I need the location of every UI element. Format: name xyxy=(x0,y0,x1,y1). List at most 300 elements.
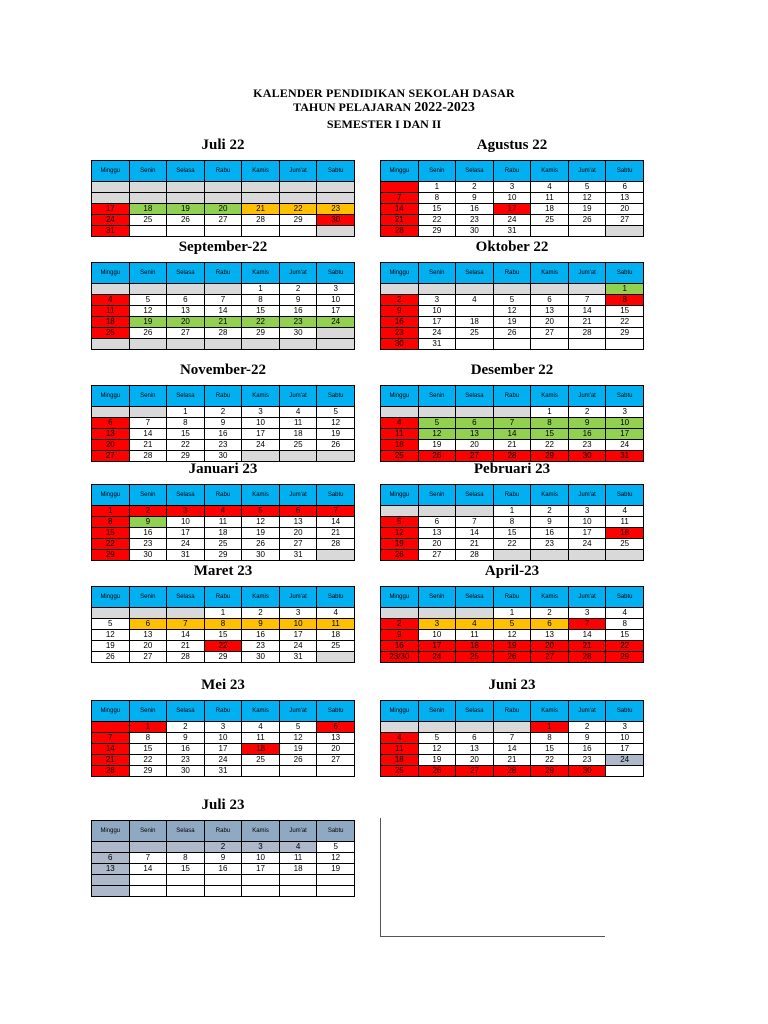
day-cell: 11 xyxy=(242,733,280,744)
day-cell: 31 xyxy=(204,766,242,777)
weekday-header: Rabu xyxy=(493,587,531,608)
day-cell: 2 xyxy=(129,506,167,517)
day-cell: 14 xyxy=(568,630,606,641)
day-cell: 12 xyxy=(317,418,355,429)
day-cell: 25 xyxy=(242,755,280,766)
day-cell xyxy=(279,766,317,777)
day-cell: 17 xyxy=(568,528,606,539)
day-cell: 2 xyxy=(568,722,606,733)
day-cell: 22 xyxy=(606,317,644,328)
day-cell xyxy=(456,407,494,418)
day-cell xyxy=(242,875,280,886)
day-cell xyxy=(456,339,494,350)
day-cell: 14 xyxy=(568,306,606,317)
day-cell: 17 xyxy=(418,641,456,652)
day-cell: 6 xyxy=(531,619,569,630)
day-cell: 17 xyxy=(493,204,531,215)
day-cell: 29 xyxy=(167,451,205,462)
day-cell: 10 xyxy=(242,418,280,429)
day-cell xyxy=(204,284,242,295)
day-cell: 25 xyxy=(456,328,494,339)
week-row xyxy=(92,744,355,755)
day-cell: 4 xyxy=(531,182,569,193)
day-cell: 18 xyxy=(279,429,317,440)
day-cell: 22 xyxy=(279,204,317,215)
day-cell: 28 xyxy=(381,226,419,237)
day-cell: 8 xyxy=(242,295,280,306)
day-cell xyxy=(242,451,280,462)
weekday-header: Selasa xyxy=(456,386,494,407)
day-cell: 6 xyxy=(317,722,355,733)
day-cell: 24 xyxy=(606,440,644,451)
day-cell: 29 xyxy=(606,328,644,339)
day-cell: 9 xyxy=(568,418,606,429)
day-cell: 24 xyxy=(493,215,531,226)
day-cell xyxy=(606,550,644,561)
week-row xyxy=(381,226,644,237)
week-row xyxy=(92,842,355,853)
month-grid xyxy=(380,160,644,237)
week-row xyxy=(92,550,355,561)
day-cell: 30 xyxy=(317,215,355,226)
weekday-header: Rabu xyxy=(493,263,531,284)
day-cell xyxy=(381,722,419,733)
day-cell xyxy=(317,451,355,462)
day-cell: 15 xyxy=(167,429,205,440)
day-cell: 2 xyxy=(456,182,494,193)
weekday-header: Kamis xyxy=(242,161,280,182)
day-cell: 23 xyxy=(568,755,606,766)
week-row xyxy=(381,722,644,733)
day-cell: 31 xyxy=(418,339,456,350)
week-row xyxy=(92,608,355,619)
day-cell: 23 xyxy=(568,440,606,451)
day-cell: 21 xyxy=(129,440,167,451)
day-cell: 14 xyxy=(456,528,494,539)
day-cell: 25 xyxy=(279,440,317,451)
day-cell: 24 xyxy=(242,440,280,451)
day-cell xyxy=(279,451,317,462)
weekday-header-row xyxy=(381,701,644,722)
day-cell xyxy=(204,339,242,350)
day-cell: 4 xyxy=(381,733,419,744)
weekday-header: Rabu xyxy=(204,701,242,722)
month-title: April-23 xyxy=(484,563,540,579)
weekday-header-row xyxy=(92,161,355,182)
month-grid xyxy=(91,700,355,777)
day-cell: 23 xyxy=(381,328,419,339)
weekday-header: Rabu xyxy=(204,587,242,608)
weekday-header: Kamis xyxy=(531,161,569,182)
week-row xyxy=(92,886,355,897)
day-cell xyxy=(317,226,355,237)
day-cell: 14 xyxy=(204,306,242,317)
day-cell: 25 xyxy=(129,215,167,226)
day-cell: 1 xyxy=(493,608,531,619)
day-cell: 24 xyxy=(317,317,355,328)
day-cell: 31 xyxy=(167,550,205,561)
weekday-header: Jum'at xyxy=(568,701,606,722)
weekday-header-row xyxy=(92,701,355,722)
weekday-header: Minggu xyxy=(92,485,130,506)
month-grid xyxy=(91,586,355,663)
day-cell xyxy=(381,284,419,295)
day-cell xyxy=(242,339,280,350)
week-row xyxy=(381,317,644,328)
day-cell: 19 xyxy=(568,204,606,215)
month-title: September-22 xyxy=(178,239,268,255)
day-cell: 28 xyxy=(204,328,242,339)
day-cell: 13 xyxy=(531,630,569,641)
day-cell xyxy=(242,226,280,237)
day-cell xyxy=(531,339,569,350)
month-title: Agustus 22 xyxy=(476,137,548,153)
month-grid xyxy=(91,484,355,561)
day-cell: 3 xyxy=(493,182,531,193)
day-cell: 7 xyxy=(167,619,205,630)
day-cell: 28 xyxy=(167,652,205,663)
weekday-header: Senin xyxy=(129,701,167,722)
weekday-header: Senin xyxy=(129,386,167,407)
weekday-header: Selasa xyxy=(167,161,205,182)
day-cell xyxy=(493,339,531,350)
week-row xyxy=(92,193,355,204)
day-cell: 14 xyxy=(167,630,205,641)
weekday-header: Kamis xyxy=(531,386,569,407)
day-cell: 15 xyxy=(92,528,130,539)
day-cell: 27 xyxy=(606,215,644,226)
day-cell: 15 xyxy=(418,204,456,215)
day-cell: 3 xyxy=(242,407,280,418)
day-cell: 10 xyxy=(568,517,606,528)
day-cell: 16 xyxy=(242,630,280,641)
day-cell xyxy=(493,284,531,295)
day-cell xyxy=(568,550,606,561)
day-cell: 12 xyxy=(568,193,606,204)
day-cell xyxy=(456,506,494,517)
day-cell: 1 xyxy=(242,284,280,295)
day-cell: 1 xyxy=(531,722,569,733)
day-cell: 21 xyxy=(456,539,494,550)
week-row xyxy=(92,755,355,766)
day-cell: 25 xyxy=(381,451,419,462)
day-cell: 11 xyxy=(204,517,242,528)
day-cell xyxy=(606,339,644,350)
day-cell: 9 xyxy=(204,853,242,864)
day-cell xyxy=(381,407,419,418)
day-cell: 12 xyxy=(493,306,531,317)
weekday-header: Sabtu xyxy=(317,263,355,284)
day-cell: 21 xyxy=(242,204,280,215)
notes-box xyxy=(380,818,605,937)
day-cell: 28 xyxy=(493,451,531,462)
day-cell xyxy=(279,193,317,204)
day-cell: 7 xyxy=(92,733,130,744)
day-cell: 22 xyxy=(242,317,280,328)
day-cell xyxy=(129,886,167,897)
day-cell: 9 xyxy=(381,630,419,641)
month-title: Juli 23 xyxy=(201,797,245,813)
day-cell xyxy=(418,722,456,733)
day-cell: 6 xyxy=(92,853,130,864)
weekday-header: Jum'at xyxy=(279,386,317,407)
day-cell: 23 xyxy=(456,215,494,226)
weekday-header: Kamis xyxy=(531,701,569,722)
day-cell xyxy=(92,284,130,295)
day-cell: 20 xyxy=(129,641,167,652)
day-cell: 20 xyxy=(456,755,494,766)
week-row xyxy=(92,284,355,295)
day-cell: 7 xyxy=(381,193,419,204)
day-cell: 16 xyxy=(279,306,317,317)
day-cell: 1 xyxy=(92,506,130,517)
day-cell xyxy=(279,875,317,886)
day-cell: 12 xyxy=(317,853,355,864)
weekday-header: Selasa xyxy=(456,587,494,608)
day-cell: 18 xyxy=(204,528,242,539)
month-grid xyxy=(380,484,644,561)
day-cell: 5 xyxy=(242,506,280,517)
day-cell: 10 xyxy=(606,418,644,429)
day-cell xyxy=(242,886,280,897)
weekday-header: Minggu xyxy=(381,386,419,407)
day-cell: 3 xyxy=(242,842,280,853)
day-cell: 29 xyxy=(204,550,242,561)
weekday-header: Jum'at xyxy=(279,485,317,506)
day-cell: 9 xyxy=(381,306,419,317)
day-cell xyxy=(279,182,317,193)
weekday-header: Jum'at xyxy=(279,701,317,722)
day-cell: 31 xyxy=(606,451,644,462)
day-cell: 11 xyxy=(381,429,419,440)
weekday-header: Rabu xyxy=(204,386,242,407)
month-title: Maret 23 xyxy=(193,563,253,579)
week-row xyxy=(92,226,355,237)
day-cell: 29 xyxy=(204,652,242,663)
day-cell: 19 xyxy=(129,317,167,328)
week-row xyxy=(381,215,644,226)
day-cell: 4 xyxy=(456,619,494,630)
weekday-header: Selasa xyxy=(167,386,205,407)
day-cell: 4 xyxy=(317,608,355,619)
day-cell: 15 xyxy=(167,864,205,875)
day-cell: 25 xyxy=(606,539,644,550)
day-cell: 24 xyxy=(279,641,317,652)
day-cell: 26 xyxy=(129,328,167,339)
day-cell: 9 xyxy=(129,517,167,528)
day-cell: 20 xyxy=(606,204,644,215)
day-cell: 2 xyxy=(531,608,569,619)
day-cell xyxy=(242,766,280,777)
week-row xyxy=(92,306,355,317)
week-row xyxy=(381,517,644,528)
day-cell: 17 xyxy=(204,744,242,755)
day-cell xyxy=(568,284,606,295)
day-cell: 5 xyxy=(568,182,606,193)
day-cell: 7 xyxy=(568,295,606,306)
week-row xyxy=(381,641,644,652)
day-cell: 3 xyxy=(317,284,355,295)
day-cell: 28 xyxy=(493,766,531,777)
day-cell: 25 xyxy=(381,766,419,777)
day-cell: 15 xyxy=(204,630,242,641)
day-cell: 27 xyxy=(531,328,569,339)
day-cell xyxy=(317,886,355,897)
day-cell: 29 xyxy=(531,766,569,777)
weekday-header: Senin xyxy=(129,263,167,284)
day-cell xyxy=(317,875,355,886)
day-cell: 13 xyxy=(418,528,456,539)
day-cell: 18 xyxy=(531,204,569,215)
weekday-header-row xyxy=(92,485,355,506)
weekday-header: Jum'at xyxy=(279,587,317,608)
day-cell: 11 xyxy=(92,306,130,317)
weekday-header-row xyxy=(381,386,644,407)
day-cell: 6 xyxy=(129,619,167,630)
week-row xyxy=(92,328,355,339)
day-cell: 22 xyxy=(606,641,644,652)
day-cell: 27 xyxy=(317,755,355,766)
day-cell: 2 xyxy=(242,608,280,619)
month-title: Pebruari 23 xyxy=(473,461,551,477)
day-cell xyxy=(493,407,531,418)
day-cell: 12 xyxy=(418,429,456,440)
day-cell: 8 xyxy=(606,619,644,630)
day-cell: 6 xyxy=(418,517,456,528)
month-grid xyxy=(91,385,355,462)
day-cell: 2 xyxy=(279,284,317,295)
day-cell xyxy=(279,226,317,237)
day-cell xyxy=(129,339,167,350)
week-row xyxy=(92,875,355,886)
weekday-header: Sabtu xyxy=(317,701,355,722)
day-cell xyxy=(317,328,355,339)
weekday-header: Minggu xyxy=(381,485,419,506)
day-cell: 6 xyxy=(531,295,569,306)
week-row xyxy=(381,506,644,517)
day-cell: 24 xyxy=(568,539,606,550)
day-cell xyxy=(129,284,167,295)
weekday-header: Minggu xyxy=(92,386,130,407)
day-cell: 24 xyxy=(204,755,242,766)
day-cell: 7 xyxy=(456,517,494,528)
weekday-header: Minggu xyxy=(381,161,419,182)
day-cell: 15 xyxy=(493,528,531,539)
day-cell: 25 xyxy=(456,652,494,663)
day-cell: 26 xyxy=(493,652,531,663)
month-calendar xyxy=(380,362,644,462)
week-row xyxy=(381,339,644,350)
day-cell: 7 xyxy=(568,619,606,630)
day-cell: 6 xyxy=(167,295,205,306)
day-cell: 23 xyxy=(129,539,167,550)
month-calendar xyxy=(91,563,355,663)
day-cell xyxy=(568,339,606,350)
day-cell: 12 xyxy=(92,630,130,641)
day-cell: 11 xyxy=(279,418,317,429)
day-cell: 18 xyxy=(381,755,419,766)
day-cell: 26 xyxy=(418,451,456,462)
day-cell xyxy=(317,182,355,193)
day-cell: 11 xyxy=(456,630,494,641)
day-cell: 8 xyxy=(167,418,205,429)
day-cell: 19 xyxy=(381,539,419,550)
day-cell: 10 xyxy=(167,517,205,528)
week-row xyxy=(381,619,644,630)
day-cell xyxy=(204,193,242,204)
day-cell: 22 xyxy=(531,755,569,766)
day-cell: 9 xyxy=(531,517,569,528)
day-cell: 30 xyxy=(381,339,419,350)
weekday-header: Selasa xyxy=(456,161,494,182)
calendar-title-line2 xyxy=(0,100,768,116)
weekday-header: Sabtu xyxy=(606,161,644,182)
day-cell: 28 xyxy=(317,539,355,550)
day-cell: 17 xyxy=(242,864,280,875)
day-cell: 14 xyxy=(129,429,167,440)
day-cell xyxy=(167,182,205,193)
day-cell: 17 xyxy=(606,429,644,440)
weekday-header: Minggu xyxy=(92,587,130,608)
day-cell xyxy=(167,226,205,237)
month-calendar xyxy=(380,563,644,663)
day-cell xyxy=(129,226,167,237)
day-cell xyxy=(92,886,130,897)
day-cell: 3 xyxy=(418,295,456,306)
week-row xyxy=(92,853,355,864)
day-cell: 23/30 xyxy=(381,652,419,663)
day-cell: 23 xyxy=(531,539,569,550)
day-cell: 25 xyxy=(204,539,242,550)
day-cell: 2 xyxy=(531,506,569,517)
day-cell: 9 xyxy=(568,733,606,744)
day-cell: 9 xyxy=(204,418,242,429)
day-cell: 1 xyxy=(493,506,531,517)
day-cell xyxy=(242,193,280,204)
weekday-header: Minggu xyxy=(381,263,419,284)
month-calendar xyxy=(91,362,355,462)
week-row xyxy=(92,429,355,440)
day-cell: 5 xyxy=(381,517,419,528)
weekday-header: Selasa xyxy=(456,263,494,284)
day-cell: 8 xyxy=(129,733,167,744)
week-row xyxy=(381,418,644,429)
weekday-header: Minggu xyxy=(92,821,130,842)
weekday-header: Minggu xyxy=(381,701,419,722)
day-cell: 9 xyxy=(456,193,494,204)
day-cell: 13 xyxy=(92,864,130,875)
day-cell: 10 xyxy=(493,193,531,204)
day-cell: 19 xyxy=(317,429,355,440)
day-cell xyxy=(456,722,494,733)
day-cell: 11 xyxy=(279,853,317,864)
weekday-header: Sabtu xyxy=(317,161,355,182)
day-cell xyxy=(381,182,419,193)
week-row xyxy=(92,440,355,451)
day-cell: 20 xyxy=(92,440,130,451)
day-cell: 31 xyxy=(92,226,130,237)
day-cell: 13 xyxy=(279,517,317,528)
month-title: Juli 22 xyxy=(201,137,245,153)
day-cell: 16 xyxy=(129,528,167,539)
day-cell: 15 xyxy=(531,744,569,755)
day-cell: 14 xyxy=(92,744,130,755)
day-cell: 17 xyxy=(418,317,456,328)
month-calendar xyxy=(91,797,355,897)
day-cell: 27 xyxy=(92,451,130,462)
day-cell: 10 xyxy=(242,853,280,864)
weekday-header-row xyxy=(92,587,355,608)
